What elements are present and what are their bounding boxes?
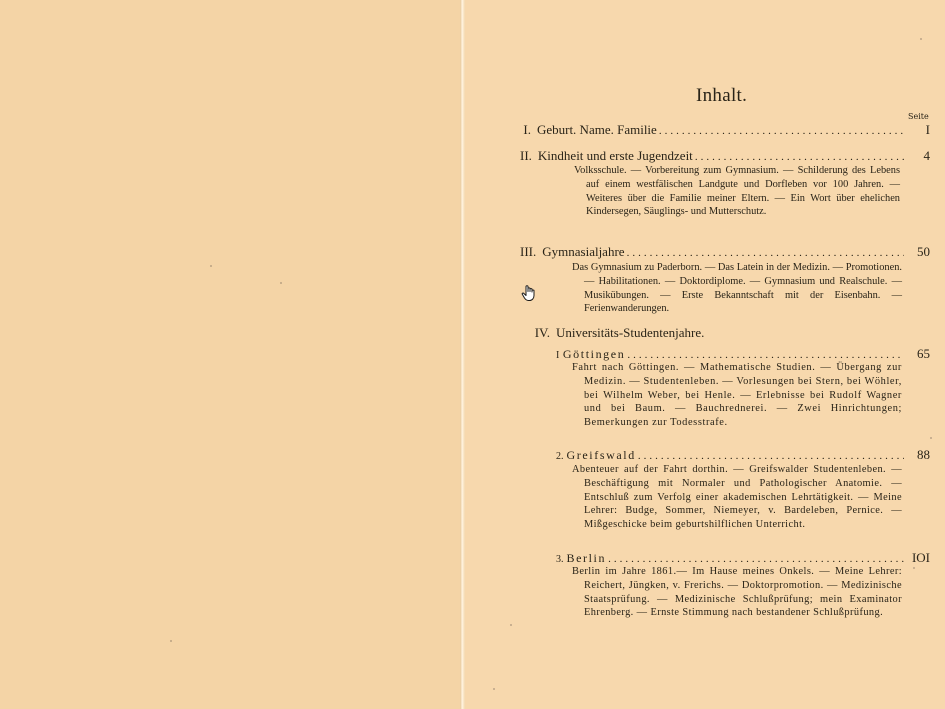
chapter-title: Geburt. Name. Familie — [536, 122, 657, 137]
section-title: Greifswald — [566, 448, 636, 462]
toc-chapter-1[interactable] — [520, 121, 930, 140]
section-number: 3. — [556, 554, 564, 565]
paper-speck — [493, 688, 495, 690]
section-title: Berlin — [566, 551, 607, 565]
section-page: 65 — [917, 346, 930, 361]
paper-speck — [510, 624, 512, 626]
hand-pointer-cursor-icon — [519, 283, 539, 303]
chapter-page: I — [925, 122, 930, 137]
chapter-page: 4 — [923, 148, 930, 163]
chapter-title: Kindheit und erste Jugendzeit — [537, 148, 693, 163]
section-description — [572, 361, 902, 430]
toc-chapter-4[interactable] — [520, 324, 930, 341]
chapter-numeral: II. — [520, 148, 532, 163]
section-number: I — [556, 350, 560, 361]
section-description — [572, 565, 902, 620]
chapter-title: Gymnasialjahre — [542, 244, 625, 259]
section-title: Göttingen — [562, 347, 626, 361]
page-title: Inhalt. — [696, 85, 748, 106]
section-page: IOI — [911, 550, 930, 565]
left-page — [0, 0, 460, 709]
paper-speck — [920, 38, 922, 40]
chapter-numeral: I. — [523, 122, 531, 137]
section-description-text: Fahrt nach Göttingen. — Mathematische Studien. — Übergang zur Medizin. — Studentenleben. — Vorlesungen bei Stern, bei Wöhler, bei Wilhelm Weber, bei Henle. — Erlebnisse bei Rudolf Wagner und bei Baum. — Bauchrednerei. — Zwei Hinrichtungen; Bemerkungen zur Todesstrafe. — [572, 362, 902, 429]
section-description — [572, 463, 902, 532]
paper-speck — [280, 282, 282, 284]
section-description-text: Abenteuer auf der Fahrt dorthin. — Greifswalder Studentenleben. — Beschäftigung mit Normaler und Pathologischer Anatomie. — Entschluß zum Verfolg einer akademischen Lehrtätigkeit. — Meine Lehrer: Budge, Sommer, Niemeyer, v. Bardeleben, Pernice. — Mißgeschicke beim geburtshilflichen Unterricht. — [572, 464, 902, 531]
chapter-description-text: Volksschule. — Vorbereitung zum Gymnasium. — Schilderung des Lebens auf einem westfälischen Landgute und Dorfleben vor 100 Jahren. — Weiteres über die Familie meiner Eltern. — Ein Wort über ehelichen Kindersegen, Säuglings- und Mutterschutz. — [574, 165, 900, 218]
chapter-description — [572, 261, 902, 316]
chapter-page: 50 — [917, 244, 930, 259]
toc-chapter-3[interactable] — [520, 243, 930, 262]
chapter-description-text: Das Gymnasium zu Paderborn. — Das Latein in der Medizin. — Promotionen. — Habilitationen. — Doktordiplome. — Gymnasium und Realschule. — Musikübungen. — Erste Bekanntschaft mit der Eisenbahn. — Ferienwanderungen. — [572, 262, 902, 315]
section-number: 2. — [556, 451, 564, 462]
page-column-label: Seite — [908, 112, 929, 121]
chapter-title: Universitäts-Studentenjahre. — [556, 325, 705, 340]
paper-speck — [930, 437, 932, 439]
paper-speck — [170, 640, 172, 642]
section-page: 88 — [917, 447, 930, 462]
leader-dots — [627, 245, 904, 262]
chapter-numeral: III. — [520, 244, 537, 259]
section-description-text: Berlin im Jahre 1861.— Im Hause meines Onkels. — Meine Lehrer: Reichert, Jüngken, v. Frerichs. — Doktorpromotion. — Medizinische Staatsprüfung. — Medizinische Schlußprüfung; mein Examinator Ehrenberg. — Ernste Stimmung nach bestandener Schlußprüfung. — [572, 566, 902, 619]
chapter-numeral: IV. — [534, 325, 550, 340]
chapter-description — [574, 164, 900, 219]
paper-speck — [210, 265, 212, 267]
leader-dots — [659, 123, 904, 140]
